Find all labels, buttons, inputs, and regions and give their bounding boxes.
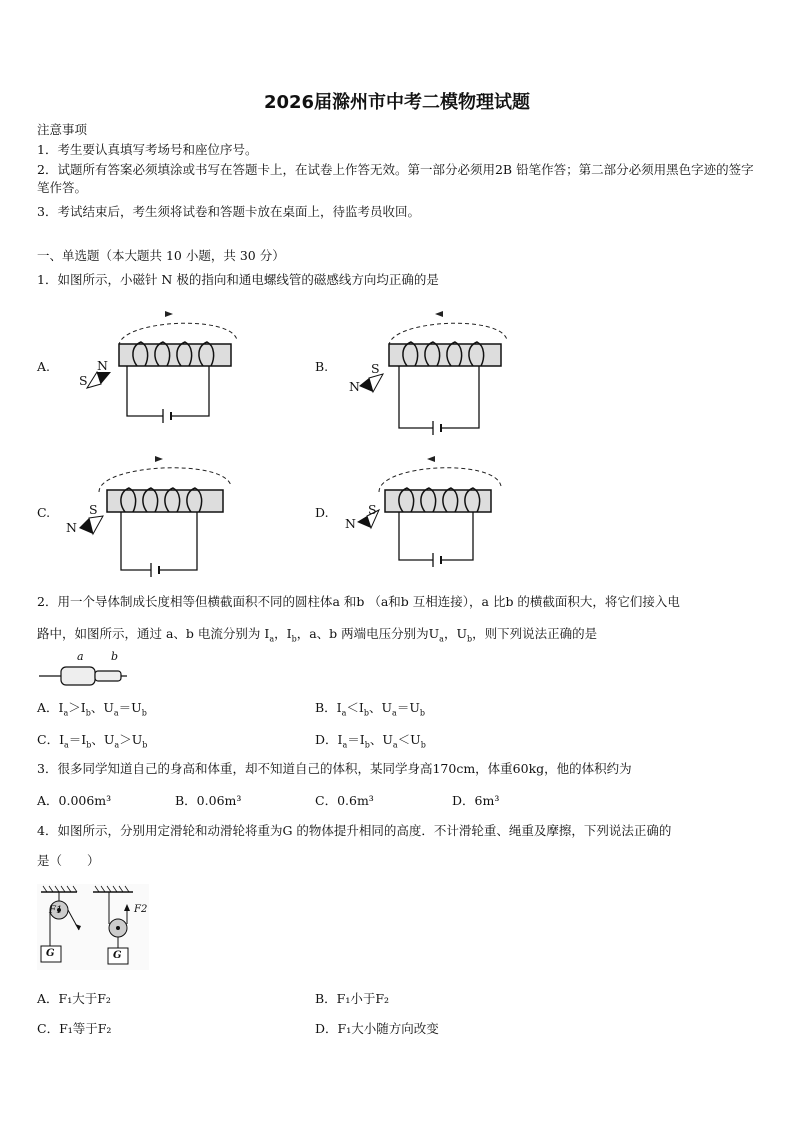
q4-fig-g-left: G	[46, 948, 55, 959]
q1-stem: 1．如图所示，小磁针 N 极的指向和通电螺线管的磁感线方向均正确的是	[37, 272, 439, 287]
q4-option-b: B．F₁小于F₂	[315, 991, 390, 1006]
q3-option-b: B．0.06m³	[175, 793, 242, 808]
q2-conductor-figure	[37, 650, 137, 690]
q1-option-c-label: C.	[37, 505, 51, 520]
q2-stem-prefix: 路中，如图所示，通过 a、b 电流分别为 I	[37, 626, 270, 641]
q2-option-d: D．$I_a=I_b$、$U_a<U_b$	[315, 732, 426, 750]
q4-option-a: A．F₁大于F₂	[37, 991, 111, 1006]
q1-c-top-pole: S	[89, 502, 98, 517]
q2-label-a: a	[77, 650, 84, 663]
q1-b-top-pole: S	[371, 361, 380, 376]
q4-stem-line2: 是（ ）	[37, 853, 100, 868]
notice-item-2: 2．试题所有答案必须填涂或书写在答题卡上，在试卷上作答无效。第一部分必须用2B 铅笔作答；第二部分必须用黑色字迹的签字笔作答。	[37, 162, 754, 195]
q4-option-c: C．F₁等于F₂	[37, 1021, 112, 1036]
q2-option-b: B．$I_a<I_b$、$U_a=U_b$	[315, 700, 425, 718]
q1-d-top-pole: S	[368, 502, 377, 517]
q4-fig-g-right: G	[113, 950, 122, 961]
q1-b-side-pole: N	[349, 379, 360, 394]
q1-option-d-label: D.	[315, 505, 329, 520]
q3-option-c: C．0.6m³	[315, 793, 374, 808]
q3-option-d: D．6m³	[452, 793, 500, 808]
q2-stem-line2: 路中，如图所示，通过 a、b 电流分别为 $I_a$，$I_b$，a、b 两端电压分别为$U_a$，$U_b$，则下列说法正确的是	[37, 626, 598, 644]
q4-option-d: D．F₁大小随方向改变	[315, 1021, 439, 1036]
q2-option-a: A．$I_a>I_b$、$U_a=U_b$	[37, 700, 147, 718]
q1-a-side-pole: S	[79, 373, 88, 388]
q2-stem-line1: 2．用一个导体制成长度相等但横截面积不同的圆柱体a 和b （a和b 互相连接），a 比b 的横截面积大，将它们接入电	[37, 594, 680, 609]
q3-stem: 3．很多同学知道自己的身高和体重，却不知道自己的体积，某同学身高170cm，体重60kg，他的体积约为	[37, 761, 632, 776]
notice-heading: 注意事项	[37, 122, 88, 137]
q3-option-a: A．0.006m³	[37, 793, 112, 808]
q1-c-side-pole: N	[66, 520, 77, 535]
q1-option-a-label: A.	[37, 359, 51, 374]
section-heading: 一、单选题（本大题共 10 小题，共 30 分）	[37, 248, 285, 263]
q4-fig-f1: F1	[49, 905, 63, 916]
page-title: 2026届滁州市中考二模物理试题	[263, 92, 531, 113]
q4-fig-f2: F2	[134, 904, 148, 915]
q2-option-c: C．$I_a=I_b$、$U_a>U_b$	[37, 732, 148, 750]
notice-item-1: 1．考生要认真填写考场号和座位序号。	[37, 142, 258, 157]
q1-a-top-pole: N	[97, 358, 108, 373]
q4-stem-line1: 4．如图所示，分别用定滑轮和动滑轮将重为G 的物体提升相同的高度．不计滑轮重、绳重及摩擦，下列说法正确的	[37, 823, 672, 838]
notice-item-3: 3．考试结束后，考生须将试卷和答题卡放在桌面上，待监考员收回。	[37, 204, 420, 219]
q1-d-side-pole: N	[345, 516, 356, 531]
q1-option-b-label: B.	[315, 359, 329, 374]
q2-label-b: b	[111, 650, 119, 663]
